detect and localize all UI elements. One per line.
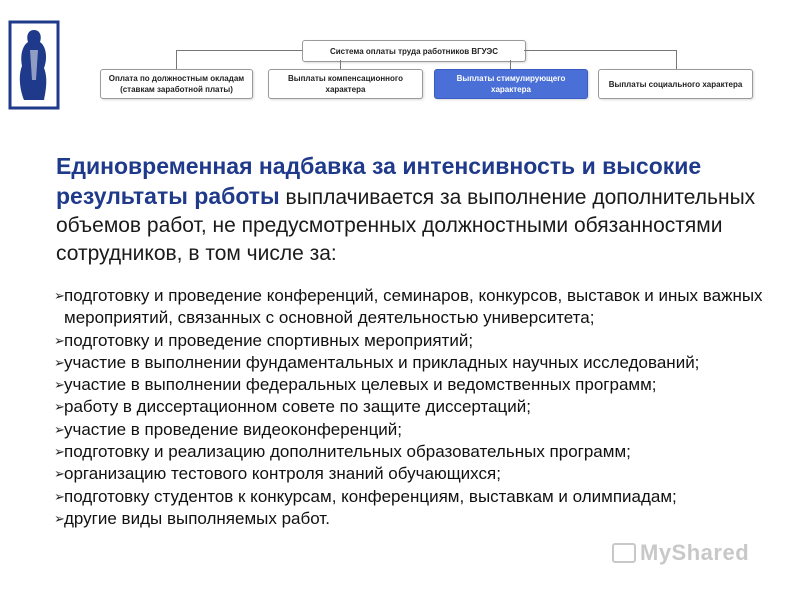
category-stimulating-line1: Выплаты стимулирующего характера <box>456 74 566 94</box>
category-salary-box <box>100 69 253 99</box>
slide-heading <box>56 152 776 268</box>
list-item <box>56 486 776 508</box>
check-arrow-icon: ➢ <box>54 377 65 393</box>
connector-left <box>176 50 302 51</box>
check-arrow-icon: ➢ <box>54 488 65 504</box>
category-compensation-line2: характера <box>325 85 366 94</box>
list-item <box>56 374 776 396</box>
list-item <box>56 285 776 330</box>
category-compensation-line1: Выплаты компенсационного <box>287 74 404 83</box>
check-arrow-icon: ➢ <box>54 466 65 482</box>
check-arrow-icon: ➢ <box>54 510 65 526</box>
watermark-logo-icon <box>612 543 636 563</box>
list-item-text: подготовку и проведение спортивных мероприятий; <box>64 330 474 350</box>
connector-right <box>524 50 676 51</box>
heading-bold: Единовременная надбавка за интенсивность и высокие результаты работы <box>56 153 702 209</box>
list-item-text: участие в проведение видеоконференций; <box>64 419 403 439</box>
category-compensation-box <box>268 69 423 99</box>
list-item-text: участие в выполнении федеральных целевых и ведомственных программ; <box>64 375 657 395</box>
check-arrow-icon: ➢ <box>54 332 65 348</box>
list-item <box>56 352 776 374</box>
connector-mid-1 <box>340 60 341 69</box>
category-stimulating-box <box>434 69 588 99</box>
check-arrow-icon: ➢ <box>54 354 65 370</box>
check-arrow-icon: ➢ <box>54 288 65 303</box>
list-item-text: подготовку и реализацию дополнительных образовательных программ; <box>64 442 631 462</box>
connector-left-down <box>176 50 177 69</box>
list-item-text: подготовку студентов к конкурсам, конференциям, выставкам и олимпиадам; <box>64 486 677 506</box>
list-item-text: работу в диссертационном совете по защите диссертаций; <box>64 397 532 417</box>
bullet-list <box>56 285 776 530</box>
list-item <box>56 396 776 418</box>
list-item-text: другие виды выполняемых работ. <box>64 508 330 528</box>
watermark-text: MyShared <box>640 540 750 565</box>
list-item-text: участие в выполнении фундаментальных и прикладных научных исследований; <box>64 352 700 372</box>
list-item <box>56 463 776 485</box>
category-salary-line1: Оплата по должностным окладам <box>108 74 245 83</box>
check-arrow-icon: ➢ <box>54 444 65 460</box>
check-arrow-icon: ➢ <box>54 399 65 415</box>
list-item <box>56 508 776 530</box>
list-item <box>56 330 776 352</box>
category-salary-line2: (ставкам заработной платы) <box>120 85 233 94</box>
category-social-box <box>598 69 753 99</box>
diagram-root-box <box>302 40 526 62</box>
university-emblem-icon <box>8 20 60 110</box>
list-item <box>56 419 776 441</box>
list-item-text: подготовку и проведение конференций, семинаров, конкурсов, выставок и иных важных мероприятий, связанных с основной деятельностью университета; <box>64 286 763 328</box>
list-item <box>56 441 776 463</box>
list-item-text: организацию тестового контроля знаний обучающихся; <box>64 464 501 484</box>
heading-rest: выплачивается за выполнение дополнительных объемов работ, не предусмотренных должностными обязанностями сотрудников, в том числе за: <box>56 186 756 265</box>
watermark <box>612 540 749 566</box>
check-arrow-icon: ➢ <box>54 421 65 437</box>
diagram-root-label: Система оплаты труда работников ВГУЭС <box>329 46 499 56</box>
connector-mid-2 <box>510 60 511 69</box>
category-social-line1: Выплаты социального характера <box>608 79 743 89</box>
connector-right-down <box>676 50 677 69</box>
